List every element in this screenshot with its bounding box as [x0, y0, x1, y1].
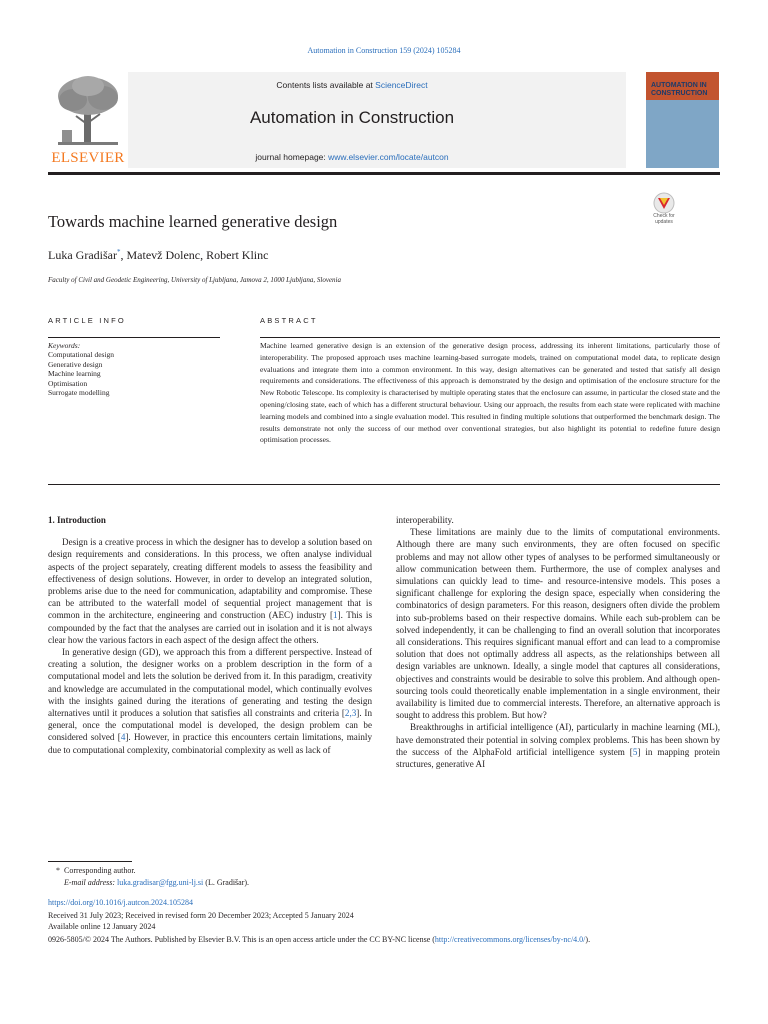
reference-link[interactable]: 5	[632, 746, 638, 757]
keywords-block	[48, 341, 220, 397]
article-info-heading: ARTICLE INFO	[48, 316, 126, 325]
body-left-column	[48, 514, 372, 756]
author-name[interactable]: Luka Gradišar	[48, 248, 117, 262]
contents-prefix: Contents lists available at	[276, 80, 376, 90]
tree-icon	[48, 72, 128, 148]
crossmark-label-line2: updates	[655, 218, 673, 225]
homepage-line	[128, 152, 576, 162]
corresponding-author-note	[48, 866, 136, 875]
journal-homepage-link[interactable]: www.elsevier.com/locate/autcon	[328, 152, 449, 162]
license-statement	[48, 935, 720, 946]
abstract-bottom-rule	[48, 484, 720, 485]
license-text: 0926-5805/© 2024 The Authors. Published by Elsevier B.V. This is an open access article under the CC BY-NC license (	[48, 935, 435, 944]
journal-cover-thumbnail[interactable]	[646, 72, 719, 168]
paragraph: These limitations are mainly due to the limits of computational environments. Although there are many such environments, they are often focused on specific problems and may not allow other types of analyses to be performed simultaneously or allow communication between them. Furthermore, the use of complex analyses and simulations can quickly lead to time- and resource-intensive models. This poses a significant challenge for exploring the design space, especially when considering the combinatorics of design parameters. For this reason, designers often divide the problem into sub-problems based on their respective domains. While each sub-problem can be solved independently, it can be challenging to find an overall solution that incorporates all considerations. This requires significant manual effort and can lead to a compromise solution that does not optimally address all aspects, as the relationships between all design variables are unknown. Ideally, a single model that captures all considerations, objectives and constraints would be desirable to solve this problem. And although open-sourcing tools could theoretically enable implementation in a single environment, their availability is limited due to commercial interests. Therefore, an alternative approach is sought to address this problem. But how?	[396, 527, 720, 721]
elsevier-logo[interactable]	[48, 72, 128, 168]
keyword-item: Surrogate modelling	[48, 388, 110, 398]
sciencedirect-link[interactable]: ScienceDirect	[375, 80, 428, 90]
available-online: Available online 12 January 2024	[48, 922, 156, 931]
doi-link[interactable]	[48, 898, 720, 909]
received-dates: Received 31 July 2023; Received in revised form 20 December 2023; Accepted 5 January 2024	[48, 911, 354, 920]
body-right-column	[396, 514, 720, 770]
homepage-prefix: journal homepage:	[255, 152, 329, 162]
section-title	[48, 514, 372, 526]
journal-name: Automation in Construction	[249, 108, 455, 127]
keyword-item: Machine learning	[48, 369, 101, 379]
crossmark-icon	[646, 192, 682, 214]
contents-line	[128, 80, 576, 90]
keyword-item: Generative design	[48, 359, 103, 369]
paragraph-text: In generative design (GD), we approach this from a different perspective. Instead of creating a solution, the designer works on a problem description in the form of a computational model and lets the solution be derived from it. In this paradigm, creativity and knowledge are accumulated in the computational model, which continually evolves with the insights gained during the iterations of generating and testing the design alternatives until it produces a solution that satisfies all constraints and criteria [	[48, 647, 372, 719]
reference-link[interactable]: 4	[120, 732, 126, 743]
check-for-updates-button[interactable]	[646, 192, 682, 232]
paragraph: interoperability.	[396, 515, 454, 525]
header-rule	[48, 172, 720, 175]
paragraph-text: ]. This is compounded by the fact that the analyses are carried out in isolation and it is not always clear how the various factors in each aspect of the design affect the others.	[48, 610, 373, 645]
paragraph	[396, 721, 720, 770]
journal-citation[interactable]: Automation in Construction 159 (2024) 105284	[307, 46, 461, 55]
author-name[interactable]: Matevž Dolenc	[126, 248, 201, 262]
footnote-text: Corresponding author.	[64, 866, 136, 875]
section-title-text: 1. Introduction	[48, 515, 106, 525]
footnote-rule	[48, 861, 132, 862]
author-name[interactable]: Robert Klinc	[206, 248, 269, 262]
paragraph-text: ] in mapping protein structures, generative AI	[396, 746, 720, 770]
paragraph	[48, 646, 372, 756]
doi-link-text[interactable]: https://doi.org/10.1016/j.autcon.2024.105284	[48, 898, 193, 907]
footnote-mark: *	[56, 866, 60, 875]
paragraph-text: ]. In general, once the computational model is developed, the design problem can be considered solved [	[48, 708, 372, 743]
paragraph-text: Design is a creative process in which the designer has to develop a solution based on design requirements and considerations. In this process, we often analyse individual aspects of the project separately, creating different models to assess the feasibility and effectiveness of design solutions. However, in order to develop an integrated solution, problems arise due to the need for communication, adaptability and compromise. These can be attributed to the waterfall model of sequential project management that is common in the architecture, engineering and construction (AEC) industry [	[48, 537, 372, 621]
email-note	[64, 878, 249, 887]
keyword-item: Optimisation	[48, 378, 88, 388]
reference-link[interactable]: 1	[333, 610, 338, 621]
elsevier-wordmark: ELSEVIER	[51, 150, 125, 166]
article-info-rule	[48, 337, 220, 338]
keywords-label: Keywords:	[48, 341, 81, 350]
paragraph-text: ]. However, in practice this encounters certain limitations, mainly due to computational complexity, combinatorial complexity as well as lack of	[48, 732, 372, 755]
email-label: E-mail address:	[64, 878, 118, 887]
crossmark-label	[646, 214, 682, 225]
keyword-item: Computational design	[48, 350, 115, 360]
affiliation: Faculty of Civil and Geodetic Engineering, University of Ljubljana, Jamova 2, 1000 Ljubljana, Slovenia	[48, 276, 341, 284]
crossmark-label-line1: Check for	[653, 213, 675, 219]
email-link[interactable]: luka.gradisar@fgg.uni-lj.si	[117, 878, 204, 887]
abstract-heading: ABSTRACT	[260, 316, 318, 325]
license-text-end: ).	[585, 935, 591, 944]
reference-link[interactable]: 2,3	[344, 708, 357, 719]
abstract-text: Machine learned generative design is an extension of the generative design process, addressing its inherent limitations, particularly those of interoperability. The proposed approach uses machine learning-based surrogate models, trained on computational model data, to replicate design evaluations and integrate them into a common environment. In this way, design alternatives can be generated and tested that satisfy all design requirements and considerations. The effectiveness of this approach is demonstrated by the design and optimisation of the enclosure structure for the New Robotic Telescope. Its complexity is characterised by multiple operating states that the enclosure can assume, in particular the closed state and the opening/closing state, each of which has a different structural behaviour. Using our approach, the results from each state were replicated with machine learning models and combined into a single evaluation model. This resulted in finding multiple solutions that outperformed the benchmark design. The results demonstrate not only the success of our method over conventional strategies, but also highlight its potential to redefine future design optimisation processes.	[260, 341, 720, 445]
paragraph-text: Breakthroughs in artificial intelligence (AI), particularly in machine learning (ML), have demonstrated their potential in solving complex problems. This has been shown by the success of the AlphaFold artificial intelligence system [	[396, 722, 720, 757]
corresponding-author-mark[interactable]: *	[116, 248, 121, 256]
cover-image	[646, 100, 719, 168]
author-list: Luka Gradišar*, Matevž Dolenc, Robert Klinc	[48, 248, 269, 262]
email-suffix: (L. Gradišar).	[203, 878, 250, 887]
license-link[interactable]: http://creativecommons.org/licenses/by-nc/4.0/	[434, 935, 586, 944]
article-title: Towards machine learned generative design	[48, 212, 338, 231]
paragraph	[48, 536, 372, 646]
abstract-rule	[260, 337, 720, 338]
cover-title: AUTOMATION IN CONSTRUCTION	[651, 82, 708, 97]
